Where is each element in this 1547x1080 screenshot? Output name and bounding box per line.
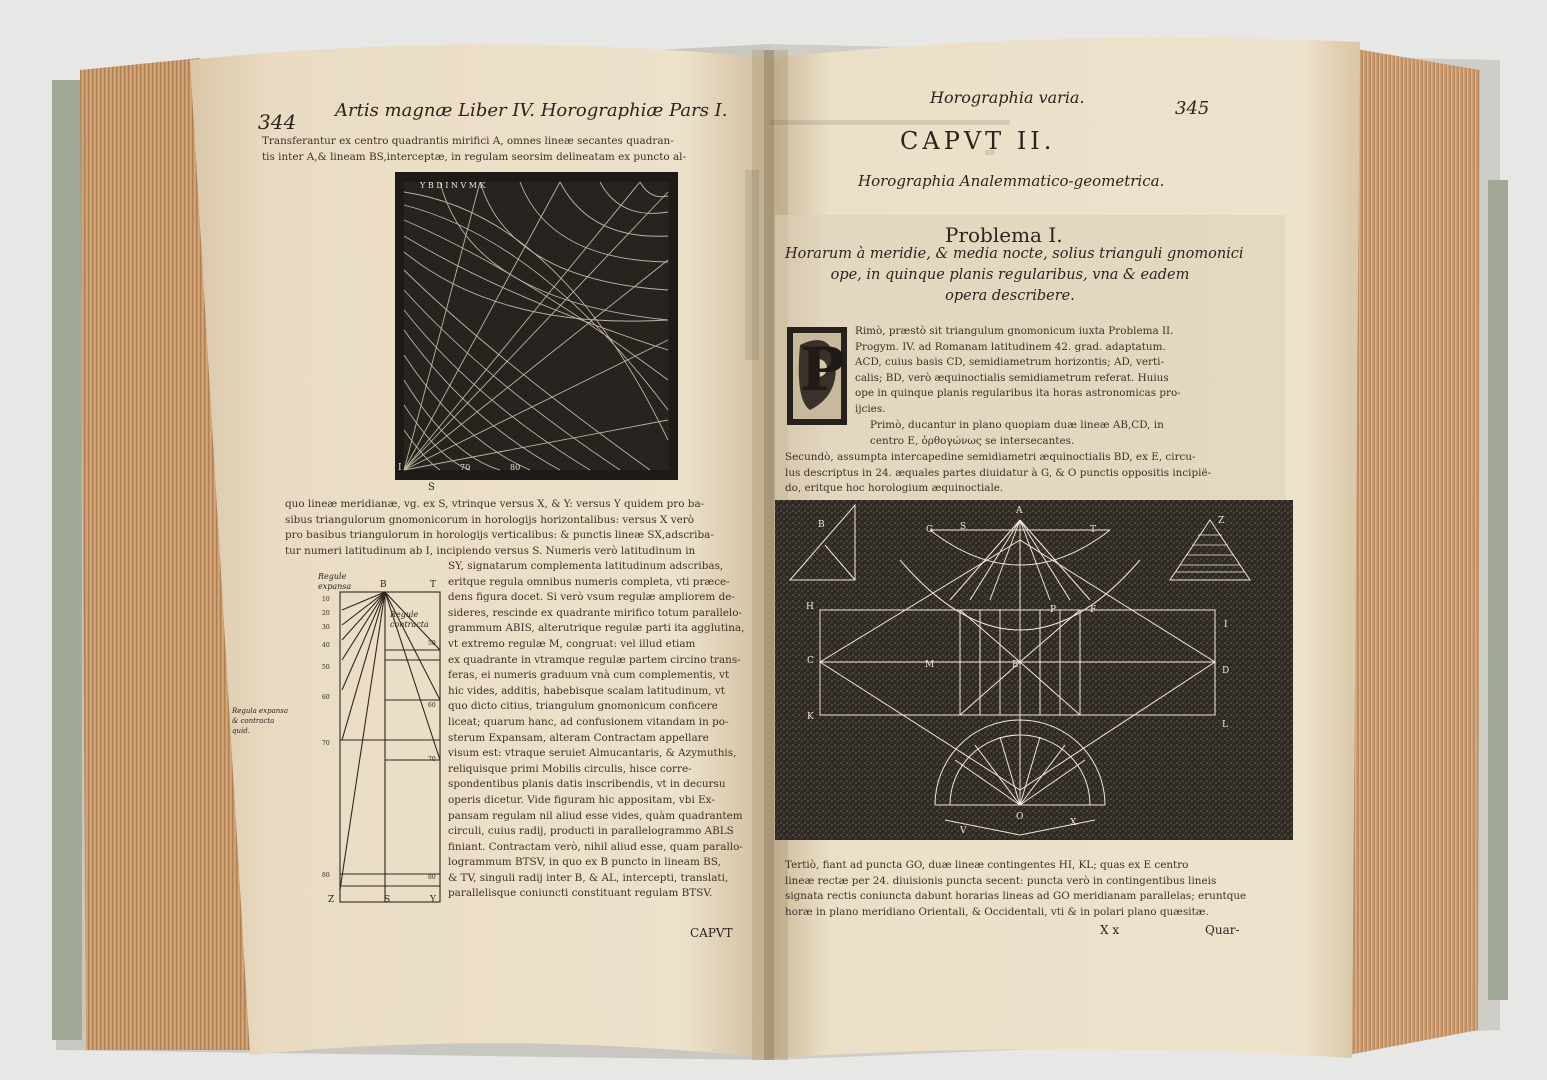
right-catchword: Quar- [1205, 923, 1240, 937]
problem-statement [785, 244, 1244, 307]
problem-line: opera describere. [945, 288, 1075, 304]
text-line: finiant. Contractam verò, nihil aliud esse, quam parallo- [448, 840, 743, 853]
fig-label: C [807, 656, 814, 666]
right-para-2 [870, 418, 1164, 449]
margin-note-line: quid. [232, 727, 250, 735]
text-line: ACD, cuius basis CD, semidiametrum horizontis; AD, verti- [855, 356, 1165, 369]
text-line: visum est: vtraque seruiet Almucantaris, & Azymuthis, [448, 747, 737, 760]
left-intro-text [262, 134, 686, 165]
text-line: Transferantur ex centro quadrantis mirifici A, omnes lineæ secantes quadran- [262, 135, 674, 147]
text-line: vt extremo regulæ M, congruat: vel illud etiam [448, 637, 696, 650]
quadrant-top-letters: Y B D I N V M K [420, 181, 486, 190]
fig-label: O [1016, 812, 1024, 822]
rule-top-t: T [430, 580, 437, 590]
fig-label: H [806, 602, 814, 612]
fig-label: M [925, 660, 935, 670]
fig-label: F [1090, 605, 1097, 615]
rule-number: 60 [428, 702, 436, 709]
text-line: tur numeri latitudinum ab I, incipiendo versus S. Numeris verò latitudinum in [285, 544, 696, 557]
fig-label: V [960, 826, 967, 836]
text-line: sterum Expansam, alteram Contractam appellare [448, 731, 709, 744]
rule-bottom-z: Z [328, 895, 335, 905]
quadrant-label-s: S [428, 482, 435, 493]
text-line: dens figura docet. Si verò vsum regulæ ampliorem de- [448, 591, 735, 604]
text-line: feras, ei numeris graduum vnà cum complementis, vt [448, 669, 730, 682]
text-line: SY, signatarum complementa latitudinum adscribas, [448, 560, 724, 572]
left-catchword: CAPVT [690, 926, 733, 940]
quadrant-label-70: 70 [460, 463, 471, 472]
text-line: eritque regula omnibus numeris completa, vti præce- [448, 575, 730, 588]
chapter-subtitle: Horographia Analemmatico-geometrica. [858, 172, 1165, 190]
analemma-woodcut [775, 500, 1293, 840]
fig-label: G [926, 525, 934, 535]
right-page-edges [1348, 48, 1480, 1055]
right-page-number: 345 [1175, 98, 1210, 119]
margin-note-line: Regula expansa [232, 707, 289, 715]
fig-label: T [1090, 525, 1097, 535]
rule-label-expansa: Regule expansa [318, 572, 352, 591]
text-line: signata rectis coniuncta dabunt horarias lineas ad GO meridianam parallelas; eruntque [785, 890, 1247, 903]
right-cover-cloth [1488, 180, 1508, 1000]
text-line: Rimò, præstò sit triangulum gnomonicum iuxta Problema II. [855, 325, 1174, 337]
text-line: tis inter A,& lineam BS,interceptæ, in regulam seorsim delineatam ex puncto al- [262, 150, 687, 163]
fig-label: X [1070, 818, 1077, 828]
text-line: parallelisque coniuncti constituant regulam BTSV. [448, 887, 713, 900]
text-line: operis dicetur. Vide figuram hic appositam, vbi Ex- [448, 793, 715, 806]
fig-label: P [1050, 605, 1057, 615]
quadrant-woodcut [395, 172, 678, 480]
text-line: do, eritque hoc horologium æquinoctiale. [785, 482, 1004, 495]
fig-label: S [960, 522, 967, 532]
text-line: ijcies. [855, 402, 886, 415]
left-main-text-column [448, 559, 744, 902]
fig-label: A [1016, 506, 1023, 516]
text-line: hic vides, additis, habebisque scalam latitudinum, vt [448, 684, 725, 697]
fig-label: E [1012, 660, 1019, 670]
right-running-head: Horographia varia. [930, 88, 1085, 107]
problem-line: Horarum à meridie, & media nocte, solius trianguli gnomonici [785, 246, 1244, 262]
rule-number: 80 [322, 872, 330, 879]
text-line: centro E, ὀρθογώνως se intersecantes. [870, 434, 1075, 447]
text-line: Progym. IV. ad Romanam latitudinem 42. grad. adaptatum. [855, 340, 1166, 353]
rule-number: 20 [322, 610, 330, 617]
quadrant-side-letters: A C E G K O R [325, 318, 333, 369]
margin-note-line: & contracta [232, 717, 275, 725]
rule-top-b: B [380, 580, 387, 590]
text-line: Tertiò, fiant ad puncta GO, duæ lineæ contingentes HI, KL; quas ex E centro [785, 859, 1189, 871]
text-line: circuli, cuius radij, producti in parallelogrammo ABLS [448, 825, 734, 838]
quadrant-label-i: I [398, 463, 402, 473]
rule-number: 80 [428, 874, 436, 881]
rule-bottom-s: S [384, 895, 391, 905]
rule-number: 40 [322, 642, 330, 649]
fig-label: L [1222, 720, 1228, 730]
text-line: sideres, rescinde ex quadrante mirifico totum parallelo- [448, 606, 743, 619]
text-line: pansam regulam nil aliud esse vides, quàm quadrantem [448, 809, 743, 822]
text-line: horæ in plano meridiano Orientali, & Occidentali, vti & in polari plano quæsitæ. [785, 905, 1209, 918]
left-page-number: 344 [258, 110, 297, 134]
text-line: spondentibus planis datis inscribendis, vt in decursu [448, 778, 726, 791]
rule-number: 50 [428, 640, 436, 647]
problem-line: ope, in quinque planis regularibus, vna & eadem [830, 267, 1190, 283]
text-line: Primò, ducantur in plano quopiam duæ lineæ AB,CD, in [870, 419, 1164, 431]
text-line: quo lineæ meridianæ, vg. ex S, vtrinque versus X, & Y: versus Y quidem pro ba- [285, 498, 705, 510]
text-line: pro basibus triangulorum in horologijs verticalibus: & punctis lineæ SX,adscriba- [285, 529, 714, 542]
text-line: logrammum BTSV, in quo ex B puncto in lineam BS, [448, 856, 721, 869]
fig-label: B [818, 520, 825, 530]
rule-number: 60 [322, 694, 330, 701]
text-line: ope in quinque planis regularibus ita horas astronomicas pro- [855, 387, 1181, 400]
text-line: lus descriptus in 24. æquales partes diuidatur à G, & O punctis oppositis incipië- [785, 466, 1212, 479]
left-cover-cloth [52, 80, 82, 1040]
drop-cap-letter: P [800, 335, 846, 405]
rule-bottom-y: Y [430, 895, 436, 905]
right-para-4 [785, 858, 1246, 920]
rule-number: 30 [322, 624, 330, 631]
chapter-title: CAPVT II. [900, 127, 1056, 155]
text-line: Secundò, assumpta intercapedine semidiametri æquinoctialis BD, ex E, circu- [785, 451, 1196, 463]
text-line: & TV, singuli radij inter B, & AL, intercepti, translati, [448, 871, 729, 884]
right-para-1 [855, 324, 1181, 418]
text-line: ex quadrante in vtramque regulæ partem circino trans- [448, 653, 741, 666]
rule-label-contracta: Regule contracta [390, 610, 429, 629]
rule-number: 70 [428, 756, 436, 763]
text-line: quo dicto citius, triangulum gnomonicum conficere [448, 700, 718, 713]
rule-number: 10 [322, 596, 330, 603]
text-line: grammum ABIS, alterutrique regulæ parti ita agglutina, [448, 622, 745, 635]
text-line: calis; BD, verò æquinoctialis semidiametrum referat. Huius [855, 371, 1169, 384]
fig-label: D [1222, 666, 1230, 676]
rule-number: 70 [322, 740, 330, 747]
left-running-head: Artis magnæ Liber IV. Horographiæ Pars I. [335, 100, 728, 121]
right-para-3 [785, 450, 1211, 497]
fig-label: K [807, 712, 814, 722]
text-line: liceat; quarum hanc, ad confusionem vitandam in po- [448, 715, 729, 728]
signature-mark: X x [1100, 923, 1120, 937]
fig-label: I [1224, 620, 1228, 630]
rule-number: 50 [322, 664, 330, 671]
text-line: lineæ rectæ per 24. diuisionis puncta secent: puncta verò in contingentibus lineis [785, 874, 1217, 887]
fig-label: Z [1218, 516, 1225, 526]
problem-title: Problema I. [945, 223, 1063, 247]
text-line: reliquisque primi Mobilis circulis, hisce corre- [448, 762, 692, 775]
margin-note [232, 706, 288, 736]
left-main-text-top [285, 497, 714, 559]
text-line: sibus triangulorum gnomonicorum in horologijs horizontalibus: versus X verò [285, 513, 694, 526]
quadrant-label-80: 80 [510, 463, 521, 472]
